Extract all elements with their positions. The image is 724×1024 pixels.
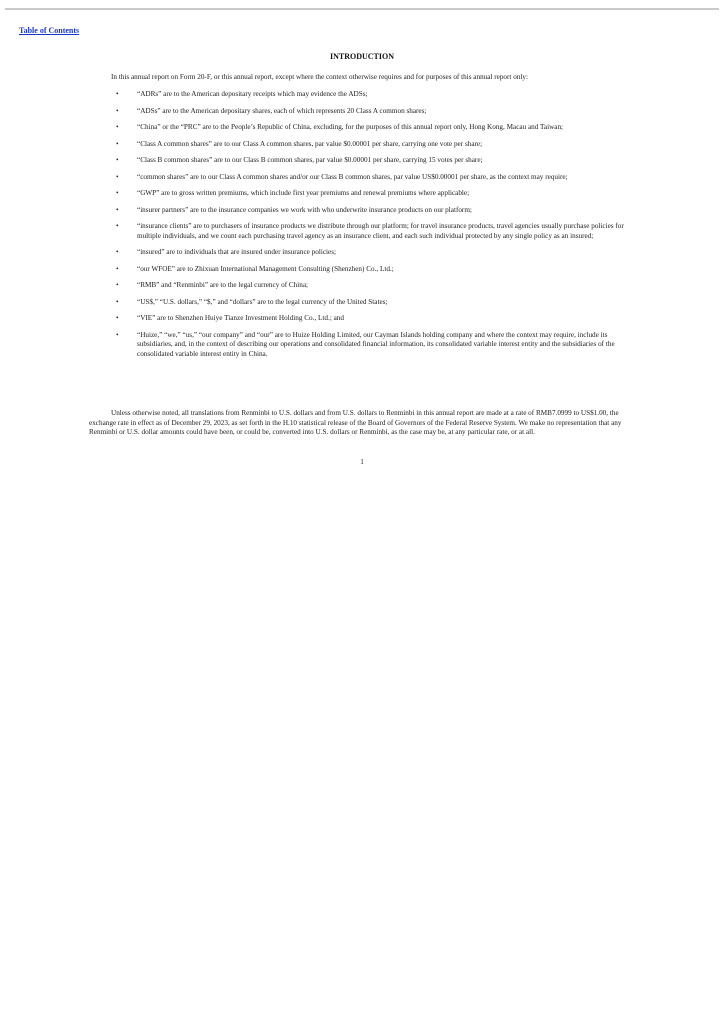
intro-paragraph: In this annual report on Form 20-F, or this annual report, except where the context otherwise requires and for purposes of this annual report only: <box>111 73 528 81</box>
bullet-icon: • <box>116 297 119 306</box>
definition-text: “US$,” “U.S. dollars,” “$,” and “dollars” are to the legal currency of the United States; <box>137 297 388 306</box>
definition-text: “ADRs” are to the American depositary receipts which may evidence the ADSs; <box>137 90 368 98</box>
top-divider <box>5 8 719 10</box>
bullet-icon: • <box>116 205 119 214</box>
definition-text: “insurer partners” are to the insurance companies we work with who underwrite insurance products on our platform; <box>137 205 472 214</box>
definition-text: “Class A common shares” are to our Class A common shares, par value $0.00001 per share, carrying one vote per share; <box>137 139 483 148</box>
list-item <box>111 314 636 324</box>
definition-text: “GWP” are to gross written premiums, which include first year premiums and renewal premiums where applicable; <box>137 189 470 197</box>
definition-text: “our WFOE” are to Zhixuan International Management Consulting (Shenzhen) Co., Ltd.; <box>137 264 394 273</box>
page-title: INTRODUCTION <box>329 52 394 61</box>
definition-text: “China” or the “PRC” are to the People’s Republic of China, excluding, for the purposes of this annual report only, Hong Kong, Macau and Taiwan; <box>137 123 564 131</box>
list-item <box>111 189 636 199</box>
bullet-icon: • <box>116 156 119 164</box>
definitions-list <box>111 90 636 366</box>
table-of-contents-link[interactable]: Table of Contents <box>19 26 80 35</box>
list-item <box>111 331 636 360</box>
definition-text: “VIE” are to Shenzhen Huiye Tianze Investment Holding Co., Ltd.; and <box>137 314 344 322</box>
list-item <box>111 173 636 183</box>
bullet-icon: • <box>116 189 119 197</box>
bullet-icon: • <box>116 330 119 339</box>
exchange-rate-paragraph: Unless otherwise noted, all translations from Renminbi to U.S. dollars and from U.S. dollars to Renminbi in this annual report are made at a rate of RMB7.0999 to US$1.00, the exchange rate in effect as of December 29, 2023, as set forth in the H.10 statistical release of the Board of Governors of the Federal Reserve System. We make no representation that any Renminbi or U.S. dollar amounts could have been, or could be, converted into U.S. dollars or Renminbi, as the case may be, at any particular rate, or at all. <box>89 409 622 436</box>
definition-text: “ADSs” are to the American depositary shares, each of which represents 20 Class A common shares; <box>137 106 427 115</box>
bullet-icon: • <box>116 139 119 148</box>
list-item <box>111 206 636 216</box>
definition-text: “Class B common shares” are to our Class B common shares, par value $0.00001 per share, carrying 15 votes per share; <box>137 156 483 164</box>
definition-text: “insured” are to individuals that are insured under insurance policies; <box>137 248 336 256</box>
bullet-icon: • <box>116 248 119 256</box>
list-item <box>111 281 636 291</box>
bullet-icon: • <box>116 281 119 289</box>
list-item <box>111 123 636 133</box>
list-item <box>111 222 636 241</box>
bullet-icon: • <box>116 172 119 181</box>
bullet-icon: • <box>116 222 119 230</box>
list-item <box>111 107 636 117</box>
bullet-icon: • <box>116 123 119 131</box>
definition-text: “Huize,” “we,” “us,” “our company” and “our” are to Huize Holding Limited, our Cayman Islands holding company and where the context may require, include its subsidiaries, and, in the context of describing our operations and consolidated financial information, its consolidated variable interest entity and the subsidiaries of the consolidated variable interest entity in China. <box>137 330 615 358</box>
bullet-icon: • <box>116 264 119 273</box>
definition-text: “insurance clients” are to purchasers of insurance products we distribute through our platform; for travel insurance products, travel agencies usually purchase policies for multiple individuals, and we count each purchasing travel agency as an insurance client, and each such individual protected by any single policy as an insured; <box>137 222 624 240</box>
list-item <box>111 265 636 275</box>
list-item <box>111 248 636 258</box>
bullet-icon: • <box>116 106 119 115</box>
definition-text: “common shares” are to our Class A common shares and/or our Class B common shares, par value US$0.00001 per share, as the context may require; <box>137 172 568 181</box>
bullet-icon: • <box>116 314 119 322</box>
list-item <box>111 156 636 166</box>
list-item <box>111 90 636 100</box>
list-item <box>111 140 636 150</box>
definition-text: “RMB” and “Renminbi” are to the legal currency of China; <box>137 281 309 289</box>
page-number: 1 <box>360 458 364 466</box>
bullet-icon: • <box>116 90 119 98</box>
list-item <box>111 298 636 308</box>
